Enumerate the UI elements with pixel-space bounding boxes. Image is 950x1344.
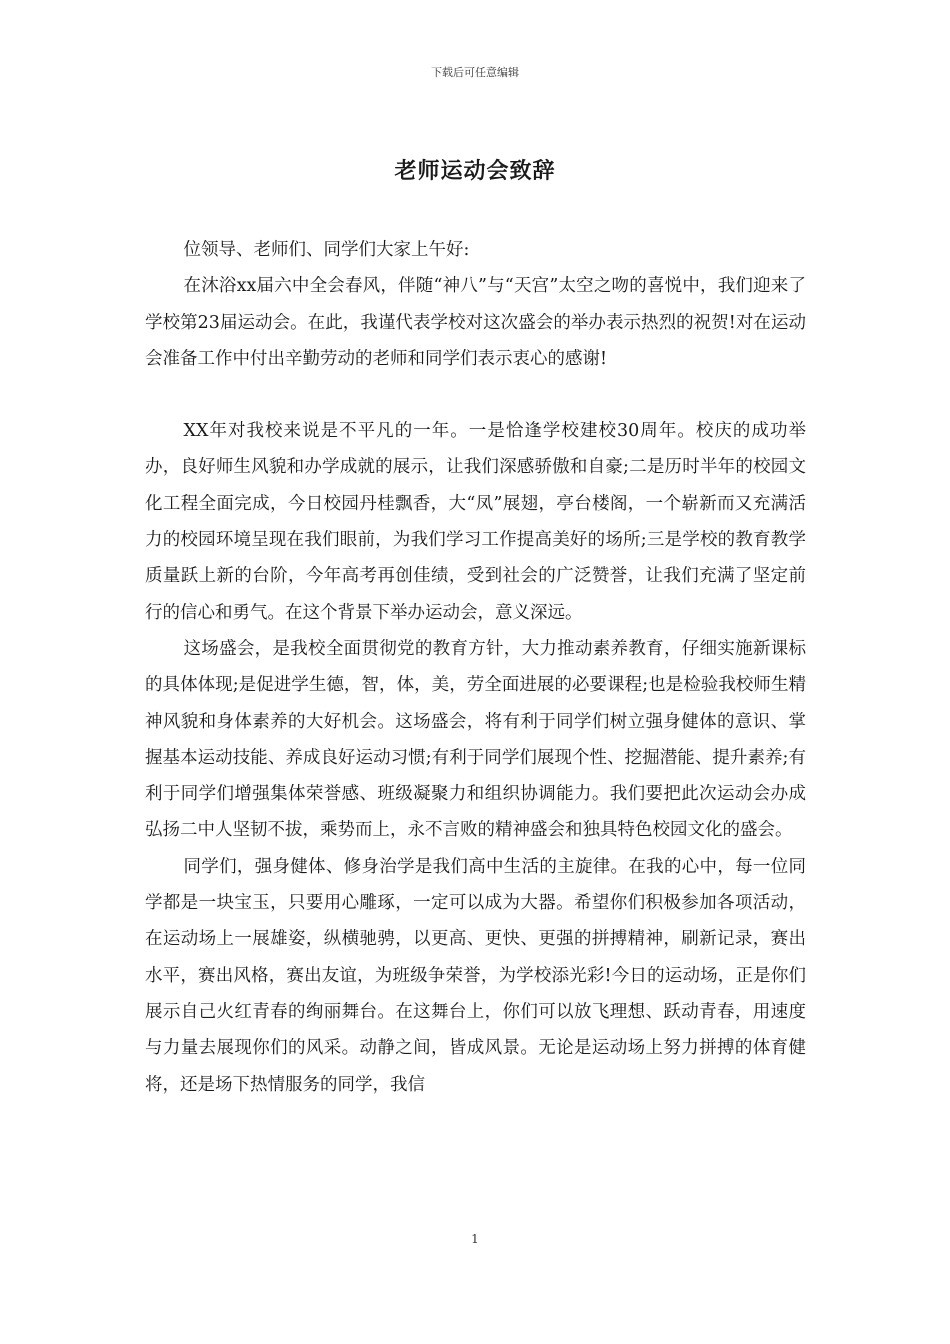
body-paragraph: 这场盛会，是我校全面贯彻党的教育方针，大力推动素养教育，仔细实施新课标的具体体现;是促进学生德，智，体，美，劳全面进展的必要课程;也是检验我校师生精神风貌和身体素养的大好机会。这场盛会，将有利于同学们树立强身健体的意识、掌握基本运动技能、养成良好运动习惯;有利于同学们展现个性、挖掘潜能、提升素养;有利于同学们增强集体荣誉感、班级凝聚力和组织协调能力。我们要把此次运动会办成弘扬二中人坚韧不拔，乘势而上，永不言败的精神盛会和独具特色校园文化的盛会。: [145, 638, 806, 841]
document-title: 老师运动会致辞: [394, 158, 556, 184]
page-header: 下载后可任意编辑: [431, 66, 519, 79]
salutation-paragraph: 位领导、老师们、同学们大家上午好:: [183, 240, 470, 260]
page-number: 1: [471, 1232, 479, 1246]
body-paragraph: 在沐浴xx届六中全会春风，伴随“神八”与“天宫”太空之吻的喜悦中，我们迎来了学校第23届运动会。在此，我谨代表学校对这次盛会的举办表示热烈的祝贺!对在运动会准备工作中付出辛勤劳动的老师和同学们表示衷心的感谢!: [145, 276, 806, 369]
body-paragraph: 同学们，强身健体、修身治学是我们高中生活的主旋律。在我的心中，每一位同学都是一块宝玉，只要用心雕琢，一定可以成为大器。希望你们积极参加各项活动，在运动场上一展雄姿，纵横驰骋，以更高、更快、更强的拼搏精神，刷新记录，赛出水平，赛出风格，赛出友谊，为班级争荣誉，为学校添光彩!今日的运动场，正是你们展示自己火红青春的绚丽舞台。在这舞台上，你们可以放飞理想、跃动青春，用速度与力量去展现你们的风采。动静之间，皆成风景。无论是运动场上努力拼搏的体育健将，还是场下热情服务的同学，我信: [145, 856, 806, 1095]
document-body: [145, 232, 806, 1103]
body-paragraph: XX年对我校来说是不平凡的一年。一是恰逢学校建校30周年。校庆的成功举办，良好师生风貌和办学成就的展示，让我们深感骄傲和自豪;二是历时半年的校园文化工程全面完成，今日校园丹桂飘香，大“凤”展翅，亭台楼阁，一个崭新而又充满活力的校园环境呈现在我们眼前，为我们学习工作提高美好的场所;三是学校的教育教学质量跃上新的台阶，今年高考再创佳绩，受到社会的广泛赞誉，让我们充满了坚定前行的信心和勇气。在这个背景下举办运动会，意义深远。: [145, 421, 806, 623]
